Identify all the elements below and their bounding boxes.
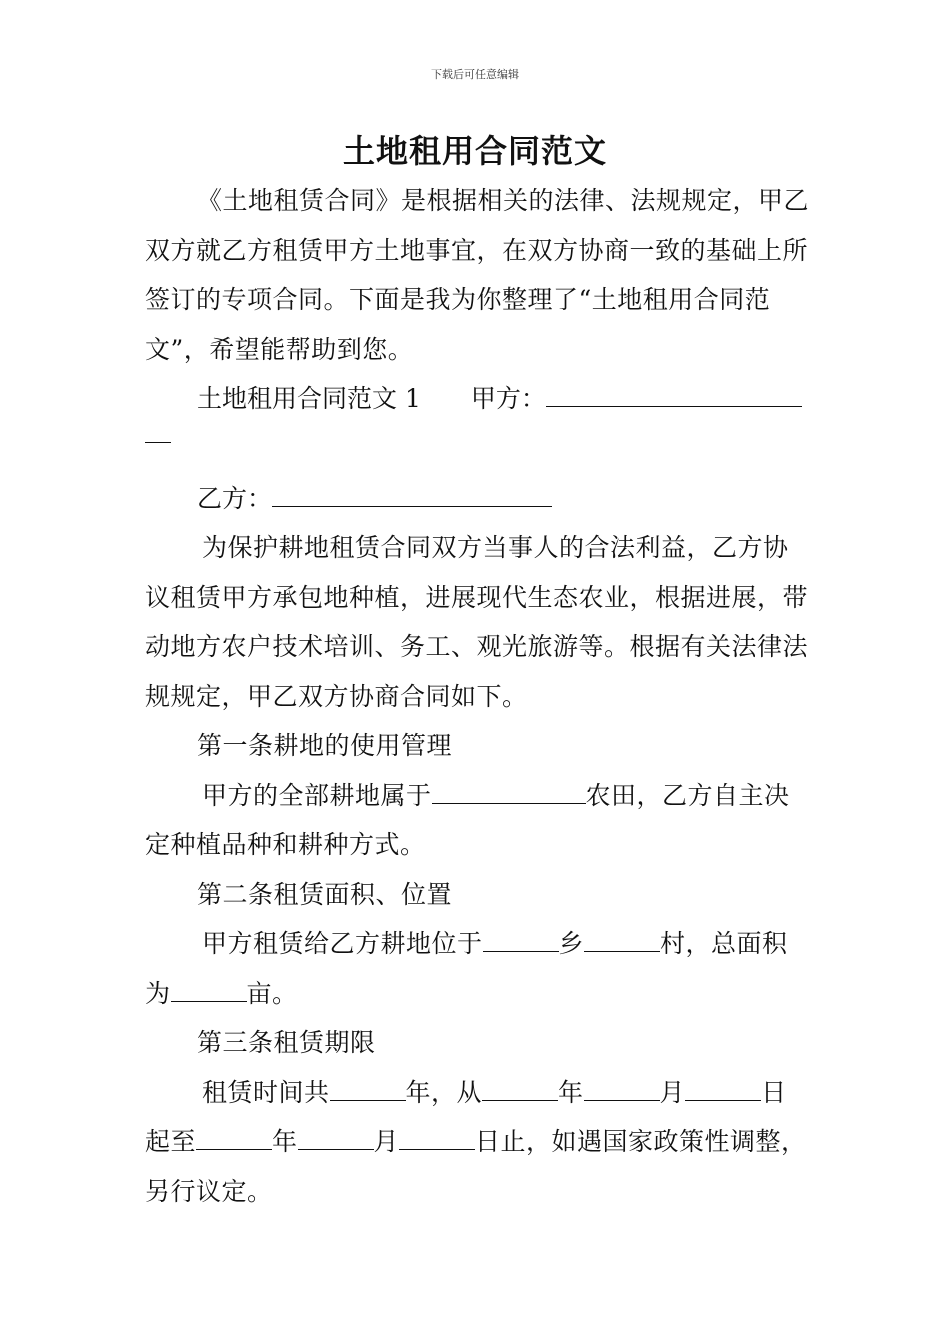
end-month-blank xyxy=(298,1125,374,1150)
party-a-line xyxy=(145,374,810,424)
article-1-heading: 第一条耕地的使用管理 xyxy=(197,731,453,760)
document-body xyxy=(145,176,810,1216)
article-2-body: 甲方租赁给乙方耕地位于 乡 村，总面积为 亩。 xyxy=(145,929,788,1008)
contract-heading: 土地租用合同范文 1 xyxy=(197,384,421,413)
article-2-heading: 第二条租赁面积、位置 xyxy=(197,879,453,909)
party-b-label: 乙方： xyxy=(197,483,273,513)
article-1-body: 甲方的全部耕地属于 农田，乙方自主决定种植品种和耕种方式。 xyxy=(145,780,790,859)
intro-paragraph: 《土地租赁合同》是根据相关的法律、法规规定，甲乙双方就乙方租赁甲方土地事宜，在双方协商一致的基础上所签订的专项合同。下面是我为你整理了“土地租用合同范文”，希望能帮助到您。 xyxy=(145,186,810,364)
township-blank xyxy=(483,927,559,952)
farmland-type-blank xyxy=(432,779,586,804)
article-3-body: 租赁时间共 年，从 年 月 日起至 年 月 日止，如遇国家政策性调整，另行议定。 xyxy=(145,1077,807,1206)
end-day-blank xyxy=(399,1125,475,1150)
party-a-blank-continuation xyxy=(145,424,810,488)
document-title: 土地租用合同范文 xyxy=(342,132,607,170)
area-blank xyxy=(171,977,247,1002)
term-years-blank xyxy=(330,1076,406,1101)
start-month-blank xyxy=(584,1076,660,1101)
party-a-blank xyxy=(546,382,802,407)
party-a-label: 甲方： xyxy=(470,384,546,413)
end-year-blank xyxy=(196,1125,272,1150)
article-3-heading: 第三条租赁期限 xyxy=(197,1028,376,1057)
start-day-blank xyxy=(685,1076,761,1101)
start-year-blank xyxy=(482,1076,558,1101)
header-note: 下载后可任意编辑 xyxy=(431,68,519,81)
preamble-paragraph: 为保护耕地租赁合同双方当事人的合法利益，乙方协议租赁甲方承包地种植，进展现代生态农业，根据进展，带动地方农户技术培训、务工、观光旅游等。根据有关法律法规规定，甲乙双方协商合同如下。 xyxy=(145,533,809,711)
village-blank xyxy=(584,927,660,952)
